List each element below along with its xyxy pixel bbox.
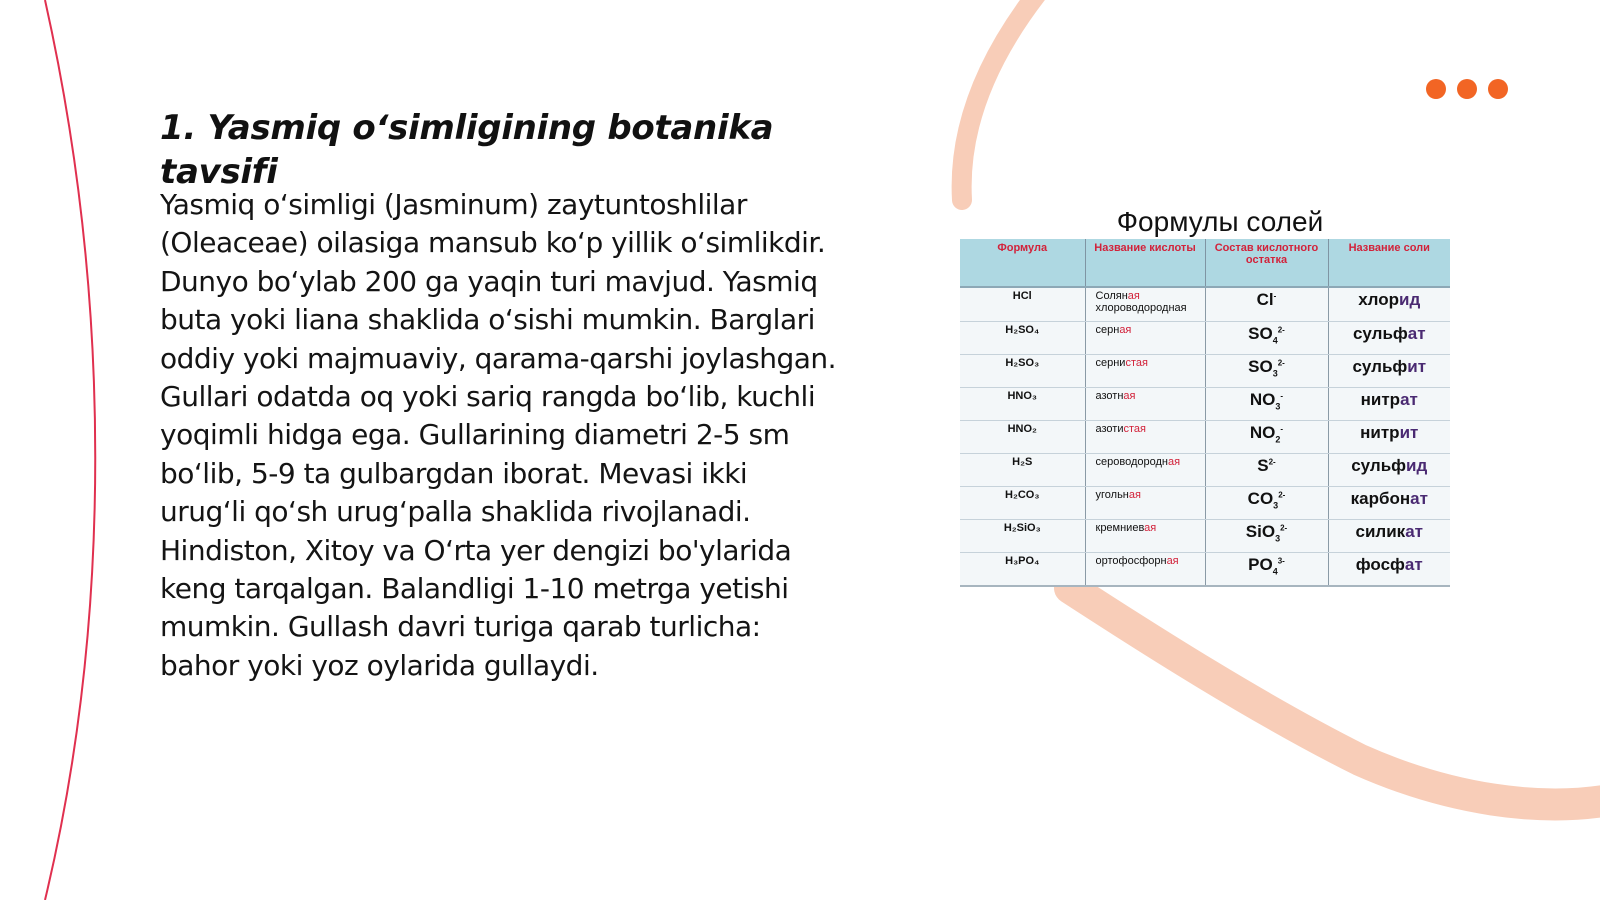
table-row <box>960 287 1450 321</box>
table-header-row <box>960 239 1450 287</box>
acid-residue-cell: $NO_2^-$ <box>1205 420 1328 453</box>
dot-icon <box>1457 79 1477 99</box>
table-row <box>960 354 1450 387</box>
salt-name-cell: нитрат <box>1328 387 1450 420</box>
dot-icon <box>1426 79 1446 99</box>
acid-name-cell: угольная <box>1085 486 1205 519</box>
slide-title: 1. Yasmiq o‘simligining botanika tavsifi <box>160 108 774 192</box>
acid-name-cell: серная <box>1085 321 1205 354</box>
header-acid-name: Название кислоты <box>1085 239 1205 287</box>
salts-table <box>960 239 1450 587</box>
table-row <box>960 552 1450 586</box>
formula-cell: H₃PO₄ <box>960 552 1085 586</box>
acid-residue-cell: Cl- <box>1205 287 1328 321</box>
menu-dots <box>1426 79 1508 99</box>
acid-name-cell: азотная <box>1085 387 1205 420</box>
slide-body-text: Yasmiq o‘simligi (Jasminum) zaytuntoshlilar (Oleaceae) oilasiga mansub ko‘p yillik o‘simlikdir. Dunyo bo‘ylab 200 ga yaqin turi mavjud. Yasmiq buta yoki liana shaklida o‘sishi mumkin. Barglari oddiy yoki majmuaviy, qarama-qarshi joylashgan. Gullari odatda oq yoki sariq rangda bo‘lib, kuchli yoqimli hidga ega. Gullarining diametri 2-5 sm bo‘lib, 5-9 ta gulbargdan iborat. Mevasi ikki urug‘li qo‘sh urug‘palla shaklida rivojlanadi. Hindiston, Xitoy va O‘rta yer dengizi bo'ylarida keng tarqalgan. Balandligi 1-10 metrga yetishi mumkin. Gullash davri turiga qarab turlicha: bahor yoki yoz oylarida gullaydi. <box>160 188 837 682</box>
salt-name-cell: нитрит <box>1328 420 1450 453</box>
table-body <box>960 287 1450 586</box>
accent-arc-bottom <box>1070 588 1600 804</box>
acid-residue-cell: $NO_3^-$ <box>1205 387 1328 420</box>
formula-cell: HNO₃ <box>960 387 1085 420</box>
acid-residue-cell: $PO_4^{3-}$ <box>1205 552 1328 586</box>
salts-table-image <box>960 206 1450 587</box>
salt-name-cell: хлорид <box>1328 287 1450 321</box>
salt-name-cell: сульфат <box>1328 321 1450 354</box>
formula-cell: H₂S <box>960 453 1085 486</box>
table-row <box>960 321 1450 354</box>
header-formula: Формула <box>960 239 1085 287</box>
acid-residue-cell: $S^{2-}$ <box>1205 453 1328 486</box>
table-row <box>960 453 1450 486</box>
salt-name-cell: карбонат <box>1328 486 1450 519</box>
left-curve-line <box>45 0 95 900</box>
accent-arc-top <box>962 0 1040 200</box>
acid-name-cell: сероводородная <box>1085 453 1205 486</box>
salt-name-cell: фосфат <box>1328 552 1450 586</box>
formula-cell: H₂SO₃ <box>960 354 1085 387</box>
salt-name-cell: силикат <box>1328 519 1450 552</box>
table-title: Формулы солей <box>1116 206 1324 237</box>
formula-cell: H₂SiO₃ <box>960 519 1085 552</box>
table-row <box>960 387 1450 420</box>
acid-name-cell: сернистая <box>1085 354 1205 387</box>
salt-name-cell: сульфид <box>1328 453 1450 486</box>
acid-name-cell: ортофосфорная <box>1085 552 1205 586</box>
acid-residue-cell: $SO_3^{2-}$ <box>1205 354 1328 387</box>
table-row <box>960 420 1450 453</box>
header-salt-name: Название соли <box>1328 239 1450 287</box>
acid-name-cell: кремниевая <box>1085 519 1205 552</box>
acid-name-cell: Соляная хлороводородная <box>1085 287 1205 321</box>
formula-cell: H₂SO₄ <box>960 321 1085 354</box>
table-row <box>960 486 1450 519</box>
dot-icon <box>1488 79 1508 99</box>
formula-cell: H₂CO₃ <box>960 486 1085 519</box>
salt-name-cell: сульфит <box>1328 354 1450 387</box>
formula-cell: HNO₂ <box>960 420 1085 453</box>
acid-residue-cell: $CO_3^{2-}$ <box>1205 486 1328 519</box>
acid-residue-cell: $SO_4^{2-}$ <box>1205 321 1328 354</box>
table-row <box>960 519 1450 552</box>
acid-residue-cell: SiO$_3^{2-}$ <box>1205 519 1328 552</box>
formula-cell: HCl <box>960 287 1085 321</box>
acid-name-cell: азотистая <box>1085 420 1205 453</box>
header-acid-residue: Состав кислотного остатка <box>1205 239 1328 287</box>
